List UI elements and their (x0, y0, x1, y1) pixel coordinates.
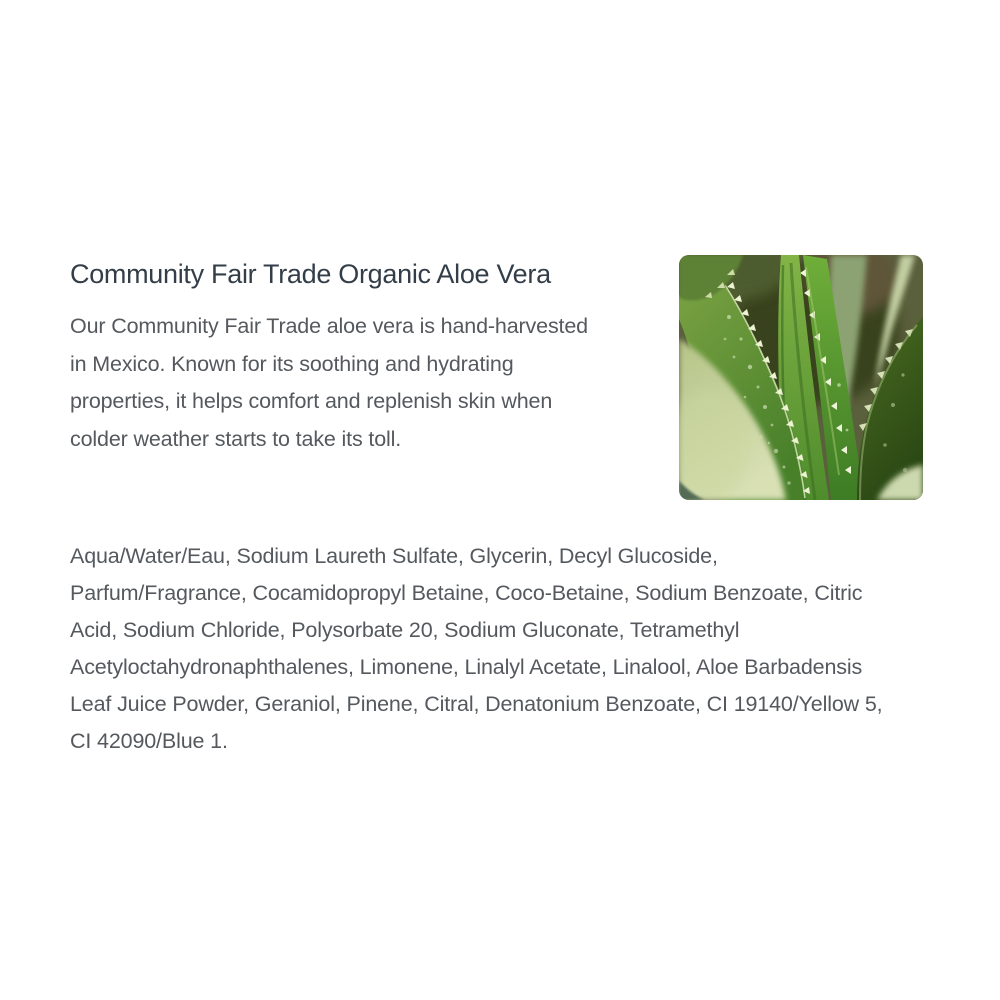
aloe-vera-photo (679, 255, 923, 500)
ingredients-line: Parfum/Fragrance, Cocamidopropyl Betaine, Coco-Betaine, Sodium Benzoate, Citric (70, 581, 863, 605)
description-line: colder weather starts to take its toll. (70, 426, 402, 451)
description-line: in Mexico. Known for its soothing and hydrating (70, 351, 514, 376)
section-description (70, 308, 670, 458)
section-heading: Community Fair Trade Organic Aloe Vera (70, 259, 551, 289)
ingredients-line: Acid, Sodium Chloride, Polysorbate 20, Sodium Gluconate, Tetramethyl (70, 618, 740, 642)
ingredients-line: Acetyloctahydronaphthalenes, Limonene, Linalyl Acetate, Linalool, Aloe Barbadensis (70, 655, 863, 679)
ingredients-list (70, 538, 950, 760)
aloe-vera-photo-illustration (679, 255, 923, 500)
ingredients-line: CI 42090/Blue 1. (70, 729, 228, 753)
ingredients-line: Leaf Juice Powder, Geraniol, Pinene, Citral, Denatonium Benzoate, CI 19140/Yellow 5, (70, 692, 883, 716)
description-line: properties, it helps comfort and replenish skin when (70, 389, 553, 413)
description-line: Our Community Fair Trade aloe vera is hand-harvested (70, 314, 588, 338)
ingredients-line: Aqua/Water/Eau, Sodium Laureth Sulfate, Glycerin, Decyl Glucoside, (70, 544, 718, 568)
